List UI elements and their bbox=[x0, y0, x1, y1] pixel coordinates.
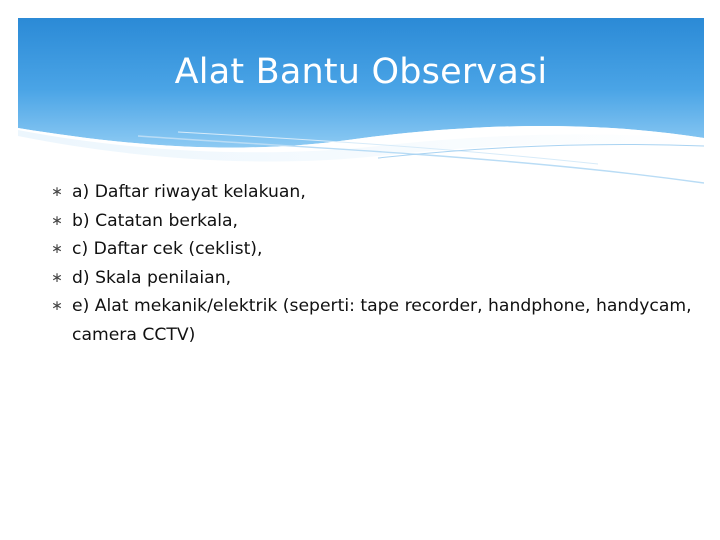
list-item bbox=[50, 292, 700, 349]
bullet-list bbox=[50, 178, 700, 349]
asterisk-bullet-icon: ∗ bbox=[51, 212, 63, 229]
list-item bbox=[50, 235, 700, 264]
list-item-text: c) Daftar cek (ceklist), bbox=[72, 239, 263, 259]
list-item-text: b) Catatan berkala, bbox=[72, 210, 239, 231]
header-background-graphic bbox=[18, 18, 704, 190]
slide-title: Alat Bantu Observasi bbox=[174, 52, 548, 92]
list-item-text: d) Skala penilaian, bbox=[72, 267, 232, 288]
header-band bbox=[18, 18, 704, 190]
list-item bbox=[50, 207, 700, 236]
list-item-text: a) Daftar riwayat kelakuan, bbox=[72, 182, 306, 202]
asterisk-bullet-icon: ∗ bbox=[51, 184, 63, 200]
list-item bbox=[50, 178, 700, 207]
asterisk-bullet-icon: ∗ bbox=[51, 269, 63, 286]
asterisk-bullet-icon: ∗ bbox=[51, 298, 63, 314]
list-item bbox=[50, 264, 700, 293]
list-item-text: e) Alat mekanik/elektrik (seperti: tape recorder, handphone, handycam, camera CCTV) bbox=[72, 296, 692, 345]
asterisk-bullet-icon: ∗ bbox=[51, 241, 63, 257]
